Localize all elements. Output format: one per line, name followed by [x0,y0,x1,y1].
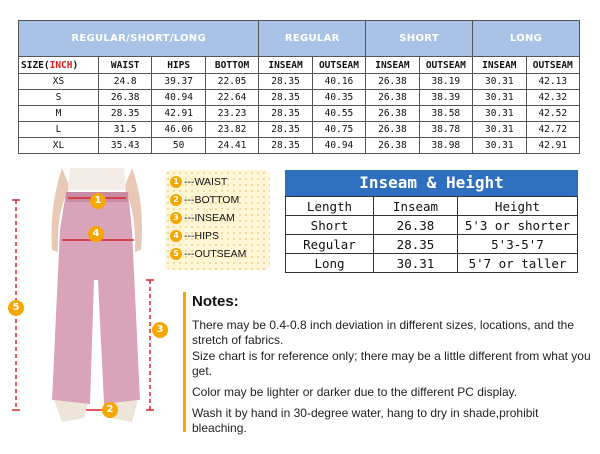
number-icon: 5 [170,248,182,260]
size-value-cell: 42.52 [526,106,580,122]
number-icon: 2 [170,194,182,206]
model-pants-illustration [0,160,170,450]
notes-accent-bar [183,292,186,432]
size-value-cell: 50 [152,138,205,154]
legend-item-inseam [170,212,235,224]
inseam-cell: 28.35 [374,235,458,254]
size-value-cell: 28.35 [259,138,312,154]
column-header: Height [458,197,578,216]
size-value-cell: 26.38 [366,106,419,122]
waist-badge: 1 [90,193,106,209]
legend-item-outseam [170,248,246,260]
size-value-cell: 42.72 [526,122,580,138]
inseam-rows [286,216,578,273]
group-short: SHORT [366,21,473,57]
size-value-cell: 42.91 [152,106,205,122]
size-name-cell: S [19,90,99,106]
size-value-cell: 42.91 [526,138,580,154]
inseam-cell: 30.31 [374,254,458,273]
size-value-cell: 30.31 [473,74,526,90]
note-item: Wash it by hand in 30-degree water, hang to dry in shade,prohibit bleaching. [192,406,539,435]
pink-pants [52,192,140,404]
size-value-cell: 22.05 [205,74,258,90]
number-icon: 1 [170,176,182,188]
bottom-badge: 2 [102,402,118,418]
size-value-cell: 30.31 [473,122,526,138]
size-value-cell: 24.41 [205,138,258,154]
size-value-cell: 26.38 [366,138,419,154]
size-value-cell: 26.38 [366,122,419,138]
group-regular: REGULAR [259,21,366,57]
column-header: Length [286,197,374,216]
column-header: OUTSEAM [419,57,472,74]
size-value-cell: 38.19 [419,74,472,90]
inseam-badge: 3 [152,322,168,338]
size-value-cell: 38.39 [419,90,472,106]
size-name-cell: M [19,106,99,122]
hips-badge: 4 [88,226,104,242]
size-chart-table [18,20,580,154]
column-header: BOTTOM [205,57,258,74]
legend-label: ---OUTSEAM [184,248,247,260]
size-unit-header [19,57,99,74]
size-value-cell: 28.35 [259,122,312,138]
size-value-cell: 26.38 [366,90,419,106]
size-label-unit: INCH [49,59,73,71]
column-header: INSEAM [366,57,419,74]
inseam-row [286,216,578,235]
group-long: LONG [473,21,580,57]
size-value-cell: 28.35 [259,90,312,106]
size-row [19,106,580,122]
outseam-badge: 5 [8,300,24,316]
inseam-height-title: Inseam & Height [285,170,578,196]
size-label-suffix: ) [72,59,79,71]
inseam-cell: Short [286,216,374,235]
size-value-cell: 26.38 [366,74,419,90]
size-value-cell: 24.8 [99,74,152,90]
column-header: HIPS [152,57,205,74]
note-item: Size chart is for reference only; there may be a little different from what you get. [192,349,591,378]
size-value-cell: 38.98 [419,138,472,154]
legend-label: ---INSEAM [184,212,235,224]
inseam-cell: 5'7 or taller [458,254,578,273]
column-header: INSEAM [473,57,526,74]
size-value-cell: 40.94 [312,138,365,154]
top-shirt [68,168,126,190]
inseam-cell: Long [286,254,374,273]
size-value-cell: 38.78 [419,122,472,138]
size-value-cell: 40.94 [152,90,205,106]
number-icon: 4 [170,230,182,242]
note-item: Color may be lighter or darker due to the different PC display. [192,385,518,399]
group-regular-short-long: REGULAR/SHORT/LONG [19,21,259,57]
inseam-cell: Regular [286,235,374,254]
size-name-cell: L [19,122,99,138]
size-row [19,122,580,138]
inseam-header-row [286,197,578,216]
left-shoe [54,400,88,422]
size-value-cell: 31.5 [99,122,152,138]
size-value-cell: 40.35 [312,90,365,106]
column-header: Inseam [374,197,458,216]
size-rows [19,74,580,154]
size-row [19,90,580,106]
size-row [19,74,580,90]
column-header: WAIST [99,57,152,74]
size-value-cell: 42.32 [526,90,580,106]
size-value-cell: 28.35 [99,106,152,122]
size-row [19,138,580,154]
size-value-cell: 42.13 [526,74,580,90]
inseam-cell: 5'3-5'7 [458,235,578,254]
size-value-cell: 38.58 [419,106,472,122]
size-value-cell: 46.06 [152,122,205,138]
size-value-cell: 22.64 [205,90,258,106]
size-group-header-row [19,21,580,57]
size-label-prefix: SIZE( [21,59,50,71]
inseam-height-table [285,196,578,273]
size-value-cell: 39.37 [152,74,205,90]
measurement-guide-legend [165,170,270,270]
column-header: OUTSEAM [526,57,580,74]
size-column-header-row [19,57,580,74]
legend-item-hips [170,230,219,242]
size-value-cell: 40.55 [312,106,365,122]
size-name-cell: XL [19,138,99,154]
notes-title: Notes: [192,293,239,310]
legend-label: ---HIPS [184,230,219,242]
number-icon: 3 [170,212,182,224]
size-value-cell: 40.75 [312,122,365,138]
legend-item-bottom [170,194,239,206]
column-header: INSEAM [259,57,312,74]
size-value-cell: 30.31 [473,90,526,106]
inseam-row [286,254,578,273]
size-value-cell: 30.31 [473,106,526,122]
legend-item-waist [170,176,227,188]
size-value-cell: 23.82 [205,122,258,138]
size-value-cell: 40.16 [312,74,365,90]
size-name-cell: XS [19,74,99,90]
inseam-row [286,235,578,254]
size-value-cell: 35.43 [99,138,152,154]
inseam-cell: 26.38 [374,216,458,235]
size-value-cell: 30.31 [473,138,526,154]
inseam-cell: 5'3 or shorter [458,216,578,235]
size-value-cell: 23.23 [205,106,258,122]
size-value-cell: 28.35 [259,106,312,122]
column-header: OUTSEAM [312,57,365,74]
product-figure [0,160,170,450]
legend-label: ---BOTTOM [184,194,240,206]
size-value-cell: 26.38 [99,90,152,106]
legend-label: ---WAIST [184,176,228,188]
note-item: There may be 0.4-0.8 inch deviation in different sizes, locations, and the stretch of fabrics. [192,318,575,347]
size-value-cell: 28.35 [259,74,312,90]
